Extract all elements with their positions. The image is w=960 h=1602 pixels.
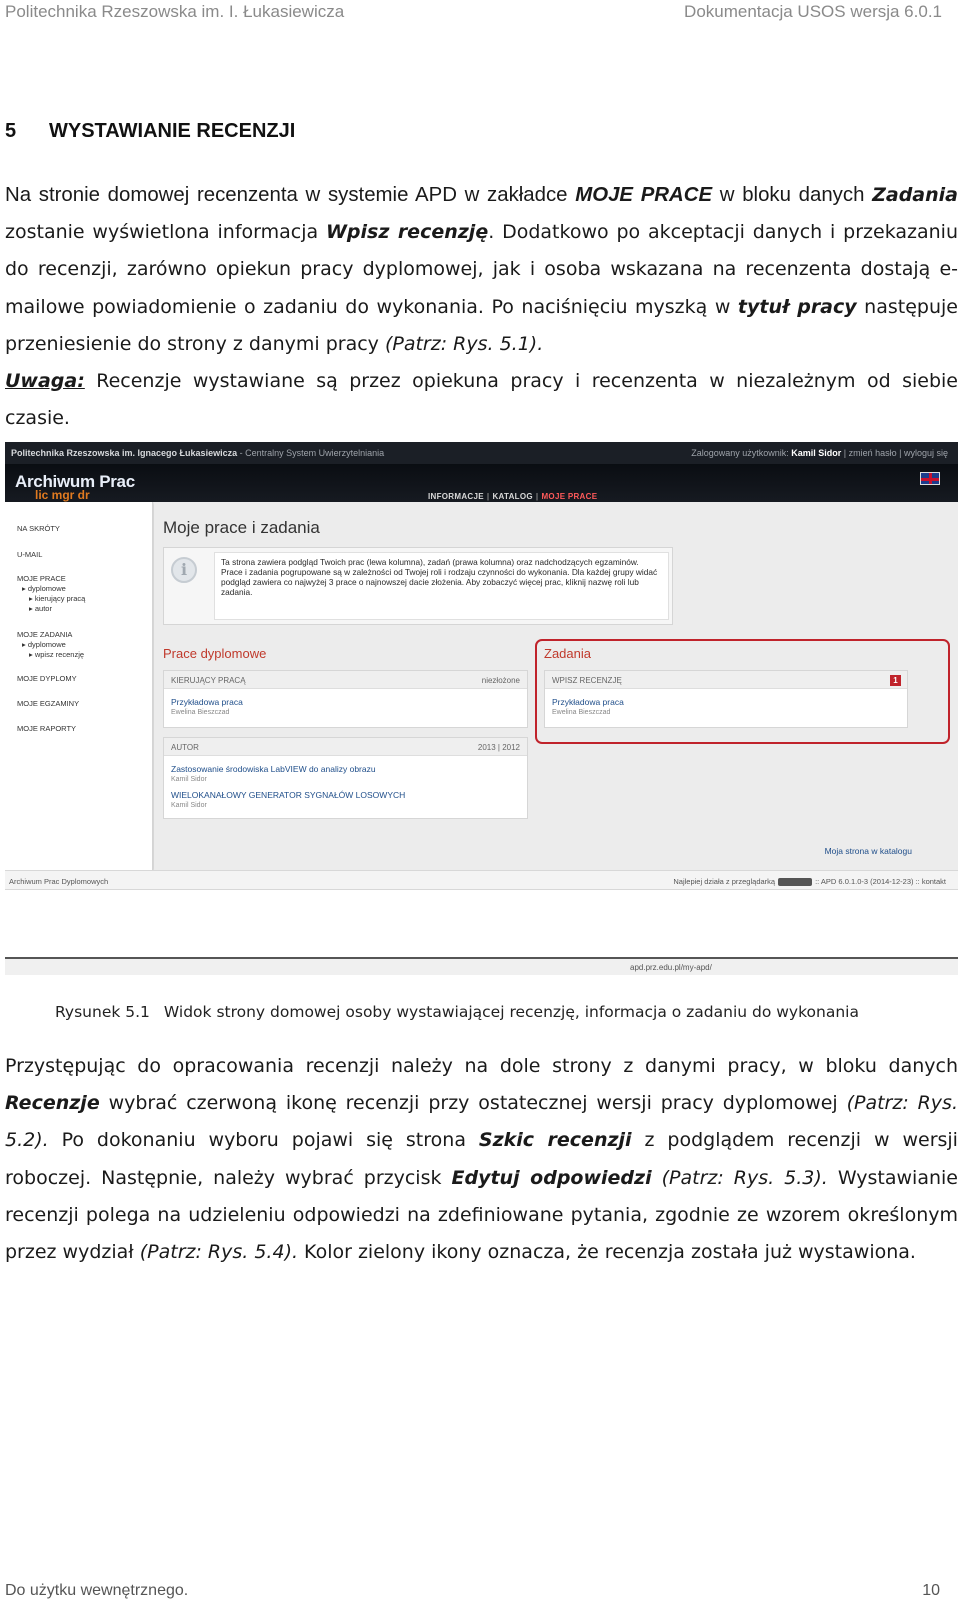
screenshot-sidebar — [5, 502, 153, 870]
para2-bold-szkic: Szkic recenzji — [478, 1129, 632, 1152]
para2-ref-1: (Patrz: Rys. 5.2). — [5, 1092, 958, 1152]
sidebar-item-autor[interactable]: ▸ autor — [29, 604, 52, 613]
para1-text-3: zostanie wyświetlona informacja — [5, 221, 326, 244]
para2-text-3: Po dokonaniu wyboru pojawi się strona — [48, 1129, 479, 1152]
para1-figure-ref: (Patrz: Rys. 5.1). — [384, 332, 544, 355]
panel-zadania — [544, 670, 908, 728]
figure-caption-label: Rysunek 5.1 — [55, 1003, 150, 1021]
sidebar-item-kierujacy-praca[interactable]: ▸ kierujący pracą — [29, 594, 86, 603]
english-flag-icon[interactable] — [920, 472, 940, 485]
nav-informacje[interactable]: INFORMACJE — [428, 492, 484, 501]
panel-kierujacy — [163, 670, 528, 728]
para1-bold-moje-prace: MOJE PRACE — [575, 184, 713, 206]
para2-text-2: wybrać czerwoną ikonę recenzji przy ostatecznej wersji pracy dyplomowej — [99, 1092, 847, 1115]
para1-text-5: następuje przeniesienie do strony z danymi pracy — [5, 295, 958, 355]
para1-text-4: . Dodatkowo po akceptacji danych i przekazaniu do recenzji, zarówno opiekun pracy dyplomowej, jak i osoba wskazana na recenzenta dostają e-mailowe powiadomienie o zadaniu do wykonania. Po naciśnięciu myszką w — [5, 221, 958, 318]
page-footer-note: Do użytku wewnętrznego. — [5, 1582, 189, 1599]
sidebar-item-u-mail[interactable]: U-MAIL — [17, 550, 43, 559]
autor-item-1-person: Kamil Sidor — [171, 776, 207, 783]
para2-ref-2: (Patrz: Rys. 5.3). — [651, 1166, 828, 1189]
para1-bold-zadania: Zadania — [872, 184, 958, 206]
section-heading — [5, 120, 295, 143]
footer-app-name: Archiwum Prac Dyplomowych — [9, 877, 109, 886]
autor-item-1-title[interactable]: Zastosowanie środowiska LabVIEW do analizy obrazu — [171, 764, 376, 774]
figure-screenshot — [5, 442, 958, 975]
main-nav: INFORMACJE | KATALOG | MOJE PRACE — [428, 492, 598, 501]
para2-text-4: z podglądem recenzji w wersji roboczej. Następnie, należy wybrać przycisk — [5, 1129, 958, 1189]
sidebar-item-moje-zadania[interactable]: MOJE ZADANIA — [17, 630, 73, 639]
zadania-header[interactable]: WPISZ RECENZJĘ — [552, 676, 622, 685]
autor-years[interactable]: 2013 | 2012 — [477, 743, 520, 752]
sidebar-item-wpisz-recenzje[interactable]: ▸ wpisz recenzję — [29, 650, 85, 659]
browser-logo-icon — [778, 878, 812, 886]
zadania-person: Ewelina Bieszczad — [552, 709, 611, 716]
section-title-text: WYSTAWIANIE RECENZJI — [49, 120, 296, 142]
topbar-cas: - Centralny System Uwierzytelniania — [237, 448, 385, 458]
left-column-title[interactable]: Prace dyplomowe — [163, 646, 267, 661]
kierujacy-status: niezłożone — [481, 676, 520, 685]
intro-paragraph — [5, 177, 958, 437]
autor-item-2-title[interactable]: WIELOKANAŁOWY GENERATOR SYGNAŁÓW LOSOWYCH — [171, 790, 406, 800]
figure-caption — [55, 1003, 859, 1021]
kierujacy-work-title[interactable]: Przykładowa praca — [171, 697, 243, 707]
info-text: Ta strona zawiera podgląd Twoich prac (lewa kolumna), zadań (prawa kolumna) oraz nadchodzących egzaminów. Prace i zadania pogrupowane są w zależności od Twojej roli i rodzaju czynności do wykonania. Dla każdej grupy widać podgląd zawiera co najwyżej 3 prace o najnowszej dacie złożenia. Aby zobaczyć więcej prac, kliknij nazwę roli lub zadania. — [214, 552, 669, 620]
statusbar-url: apd.prz.edu.pl/my-apd/ — [630, 963, 712, 972]
sidebar-item-moje-prace[interactable]: MOJE PRACE — [17, 574, 66, 583]
para2-ref-3: (Patrz: Rys. 5.4). — [139, 1241, 299, 1264]
para1-text-2: w bloku danych — [712, 184, 873, 206]
screenshot-topbar — [5, 442, 958, 464]
sidebar-item-moje-raporty[interactable]: MOJE RAPORTY — [17, 724, 77, 733]
second-paragraph — [5, 1048, 958, 1271]
topbar-user-label: Zalogowany użytkownik: — [691, 448, 792, 458]
info-box — [163, 547, 673, 625]
footer-browser-note: Najlepiej działa z przeglądarką — [673, 877, 776, 886]
browser-statusbar — [5, 957, 958, 975]
kierujacy-header[interactable]: KIERUJĄCY PRACĄ — [171, 676, 246, 685]
page-header-left: Politechnika Rzeszowska im. I. Łukasiewicza — [5, 2, 345, 21]
kierujacy-person: Ewelina Bieszczad — [171, 709, 230, 716]
para1-bold-wpisz-recenzje: Wpisz recenzję — [325, 221, 489, 244]
para1-bold-tytul-pracy: tytuł pracy — [737, 295, 857, 318]
sidebar-item-moje-dyplomy[interactable]: MOJE DYPLOMY — [17, 674, 77, 683]
nav-moje-prace[interactable]: MOJE PRACE — [541, 492, 598, 501]
section-number: 5 — [5, 120, 17, 142]
screenshot-page-title: Moje prace i zadania — [163, 518, 320, 537]
para2-text-5: Wystawianie recenzji polega na udzieleniu odpowiedzi na zdefiniowane pytania, zgodnie ze wzorem określonym przez wydział — [5, 1166, 958, 1264]
para1-text-1: Na stronie domowej recenzenta w systemie APD w zakładce — [5, 184, 576, 206]
sidebar-item-moje-egzaminy[interactable]: MOJE EGZAMINY — [17, 699, 80, 708]
nav-katalog[interactable]: KATALOG — [492, 492, 533, 501]
autor-header[interactable]: AUTOR — [171, 743, 199, 752]
screenshot-content — [154, 502, 958, 870]
figure-caption-text: Widok strony domowej osoby wystawiającej recenzję, informacja o zadaniu do wykonania — [163, 1003, 859, 1021]
task-count-badge: 1 — [890, 675, 901, 686]
panel-autor — [163, 737, 528, 819]
sidebar-item-zadania-dyplomowe[interactable]: ▸ dyplomowe — [22, 640, 66, 649]
topbar-university: Politechnika Rzeszowska im. Ignacego Łukasiewicza — [11, 448, 238, 458]
note-text: Recenzje wystawiane są przez opiekuna pracy i recenzenta w niezależnym od siebie czasie. — [5, 370, 958, 430]
topbar-user-links[interactable]: | zmień hasło | wyloguj się — [841, 448, 948, 458]
sidebar-item-dyplomowe[interactable]: ▸ dyplomowe — [22, 584, 66, 593]
autor-item-2-person: Kamil Sidor — [171, 802, 207, 809]
app-logo-subtitle: lic mgr dr — [35, 488, 90, 502]
para2-bold-recenzje: Recenzje — [5, 1092, 100, 1115]
right-column-title[interactable]: Zadania — [544, 646, 591, 661]
para2-bold-edytuj: Edytuj odpowiedzi — [451, 1166, 652, 1189]
para2-text-1: Przystępując do opracowania recenzji należy na dole strony z danymi pracy, w bloku danych — [5, 1055, 958, 1077]
para2-text-6: Kolor zielony ikony oznacza, że recenzja została już wystawiona. — [298, 1241, 916, 1264]
info-icon: i — [171, 557, 197, 583]
topbar-user-name: Kamil Sidor — [791, 448, 842, 458]
sidebar-item-na-skroty[interactable]: NA SKRÓTY — [17, 524, 60, 533]
page-header-right: Dokumentacja USOS wersja 6.0.1 — [684, 2, 942, 21]
app-logo[interactable]: Archiwum Prac — [15, 472, 135, 491]
my-catalog-page-link[interactable]: Moja strona w katalogu — [824, 846, 912, 856]
zadania-work-title[interactable]: Przykładowa praca — [552, 697, 624, 707]
note-label: Uwaga: — [5, 370, 85, 393]
footer-version-contact[interactable]: :: APD 6.0.1.0-3 (2014-12-23) :: kontakt — [815, 877, 946, 886]
screenshot-footer — [5, 870, 958, 890]
page-number: 10 — [922, 1582, 940, 1599]
